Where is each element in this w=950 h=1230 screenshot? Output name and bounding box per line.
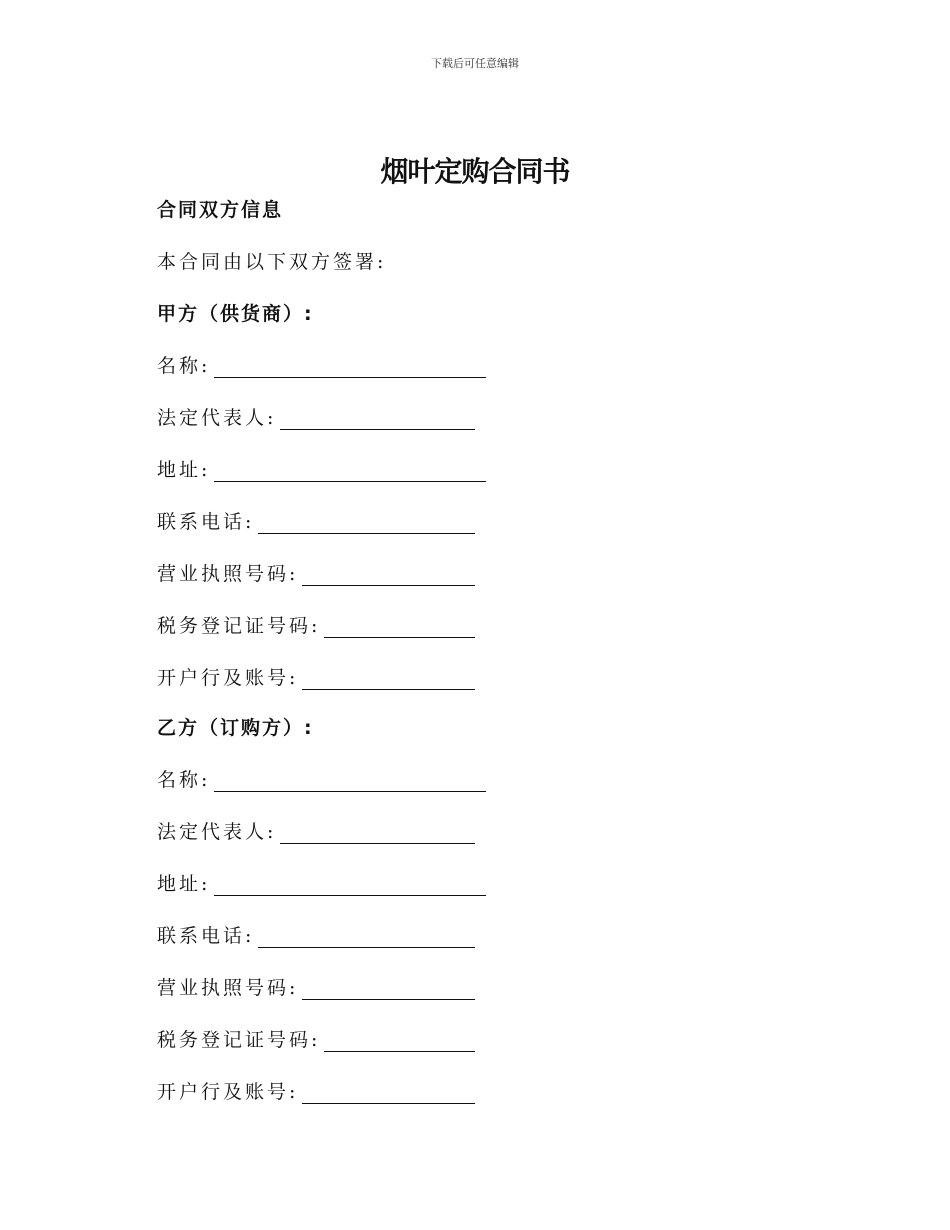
field-label: 营业执照号码: xyxy=(157,563,299,585)
party-b-phone-row xyxy=(157,924,475,948)
representative-blank[interactable] xyxy=(280,825,475,844)
phone-blank[interactable] xyxy=(258,515,475,534)
party-a-representative-row xyxy=(157,406,475,430)
field-label: 法定代表人: xyxy=(157,407,277,429)
field-label: 税务登记证号码: xyxy=(157,615,321,637)
header-note: 下载后可任意编辑 xyxy=(431,57,519,70)
field-label: 联系电话: xyxy=(157,511,255,533)
bank-blank[interactable] xyxy=(302,671,475,690)
party-b-heading: 乙方（订购方）: xyxy=(157,717,314,739)
license-blank[interactable] xyxy=(302,567,475,586)
name-blank[interactable] xyxy=(214,773,486,792)
party-a-name-row xyxy=(157,354,486,378)
field-label: 开户行及账号: xyxy=(157,667,299,689)
intro-text: 本合同由以下双方签署: xyxy=(157,251,387,273)
bank-blank[interactable] xyxy=(302,1085,475,1104)
party-b-address-row xyxy=(157,872,486,896)
address-blank[interactable] xyxy=(214,877,486,896)
field-label: 法定代表人: xyxy=(157,821,277,843)
field-label: 名称: xyxy=(157,769,211,791)
party-b-tax-row xyxy=(157,1028,475,1052)
party-a-bank-row xyxy=(157,666,475,690)
document-title: 烟叶定购合同书 xyxy=(380,155,570,188)
license-blank[interactable] xyxy=(302,981,475,1000)
field-label: 名称: xyxy=(157,355,211,377)
section-heading: 合同双方信息 xyxy=(157,199,284,221)
party-a-phone-row xyxy=(157,510,475,534)
party-a-tax-row xyxy=(157,614,475,638)
tax-blank[interactable] xyxy=(324,619,475,638)
representative-blank[interactable] xyxy=(280,411,475,430)
party-a-heading: 甲方（供货商）: xyxy=(157,303,314,325)
party-b-name-row xyxy=(157,768,486,792)
phone-blank[interactable] xyxy=(258,929,475,948)
address-blank[interactable] xyxy=(214,463,486,482)
field-label: 地址: xyxy=(157,459,211,481)
party-a-license-row xyxy=(157,562,475,586)
field-label: 营业执照号码: xyxy=(157,977,299,999)
field-label: 开户行及账号: xyxy=(157,1081,299,1103)
name-blank[interactable] xyxy=(214,359,486,378)
party-a-address-row xyxy=(157,458,486,482)
field-label: 税务登记证号码: xyxy=(157,1029,321,1051)
field-label: 地址: xyxy=(157,873,211,895)
party-b-bank-row xyxy=(157,1080,475,1104)
field-label: 联系电话: xyxy=(157,925,255,947)
tax-blank[interactable] xyxy=(324,1033,475,1052)
party-b-representative-row xyxy=(157,820,475,844)
party-b-license-row xyxy=(157,976,475,1000)
